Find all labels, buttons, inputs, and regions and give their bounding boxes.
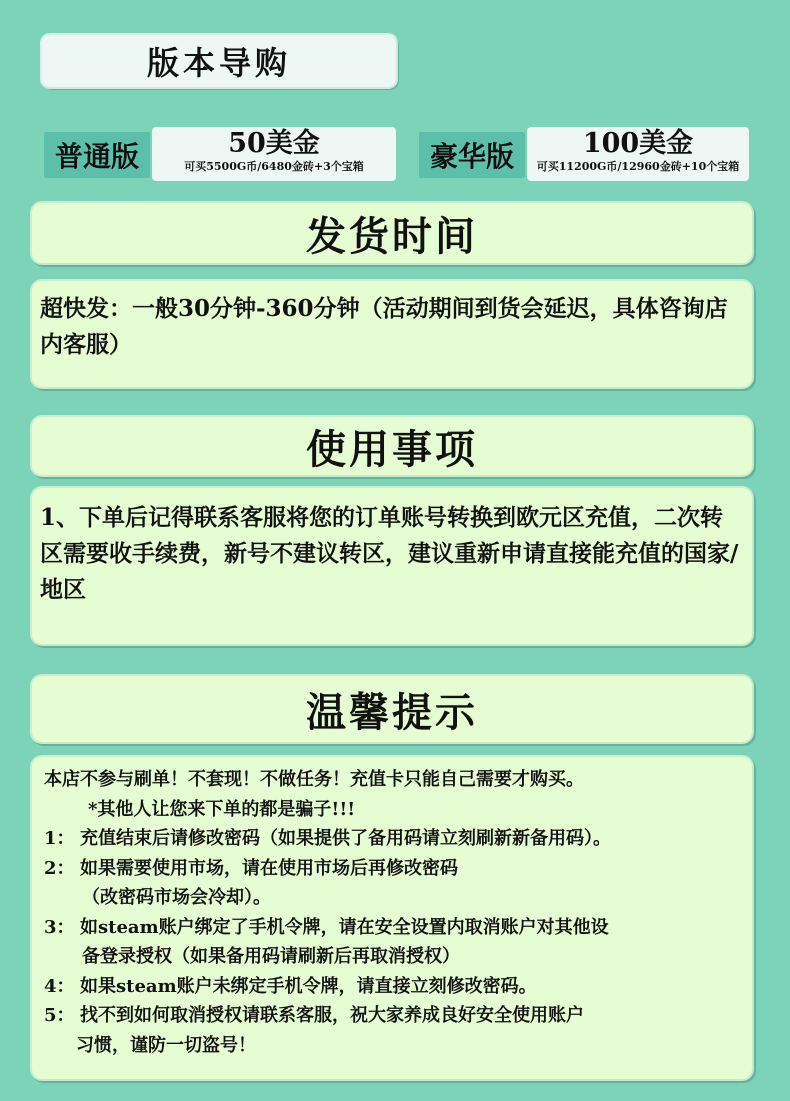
page-title-pill [42, 35, 396, 87]
tier-standard-label: 普通版 [44, 132, 150, 178]
usage-body-box [32, 488, 752, 644]
tip-item-1 [44, 824, 740, 854]
delivery-body-box [32, 281, 752, 387]
tip-number: 2： [44, 857, 75, 879]
tip-item-2-cont: （改密码市场会冷却）。 [82, 887, 271, 908]
tip-number: 5： [44, 1005, 75, 1026]
tier-deluxe-price-box [527, 127, 749, 181]
tip-number: 1： [44, 828, 75, 849]
tip-text: 如steam账户绑定了手机令牌，请在安全设置内取消账户对其他设 [80, 916, 609, 938]
tips-intro: 本店不参与刷单！不套现！不做任务！充值卡只能自己需要才购买。 [44, 769, 584, 790]
usage-heading-box [32, 417, 752, 475]
tip-item-3 [44, 913, 740, 943]
usage-text: 1、下单后记得联系客服将您的订单账号转换到欧元区充值，二次转区需要收手续费，新号不建议转区，建议重新申请直接能充值的国家/地区 [40, 504, 739, 603]
tips-heading: 温馨提示 [306, 689, 478, 736]
tip-item-5 [44, 1001, 740, 1031]
tier-standard-price: 50美金 [228, 128, 320, 159]
tier-deluxe-desc: 可买11200G币/12960金砖+10个宝箱 [536, 160, 740, 173]
tier-standard-desc: 可买5500G币/6480金砖+3个宝箱 [184, 160, 364, 173]
page-title: 版本导购 [146, 44, 291, 82]
tip-text: 找不到如何取消授权请联系客服，祝大家养成良好安全使用账户 [80, 1005, 584, 1026]
tip-number: 4： [44, 975, 75, 997]
tier-standard-price-box [152, 127, 396, 181]
tier-deluxe-label: 豪华版 [419, 132, 525, 178]
tip-number: 3： [44, 916, 75, 938]
tip-text: 如果需要使用市场，请在使用市场后再修改密码 [80, 857, 458, 879]
tips-body-box [32, 757, 752, 1079]
tip-item-3-cont: 备登录授权（如果备用码请刷新后再取消授权） [82, 946, 460, 967]
delivery-heading-box [32, 203, 752, 263]
usage-heading: 使用事项 [306, 426, 478, 473]
tips-heading-box [32, 676, 752, 742]
tips-warning: *其他人让您来下单的都是骗子!!! [88, 798, 356, 820]
delivery-heading: 发货时间 [306, 213, 478, 260]
delivery-text: 超快发：一般30分钟-360分钟（活动期间到货会延迟，具体咨询店内客服） [40, 295, 728, 358]
tip-item-5-cont: 习惯，谨防一切盗号！ [76, 1034, 256, 1056]
tip-item-2 [44, 854, 740, 884]
tier-deluxe-price: 100美金 [582, 128, 694, 159]
tip-text: 充值结束后请修改密码（如果提供了备用码请立刻刷新新备用码）。 [80, 828, 611, 849]
tip-item-4 [44, 972, 740, 1002]
tip-text: 如果steam账户未绑定手机令牌，请直接立刻修改密码。 [80, 975, 537, 997]
